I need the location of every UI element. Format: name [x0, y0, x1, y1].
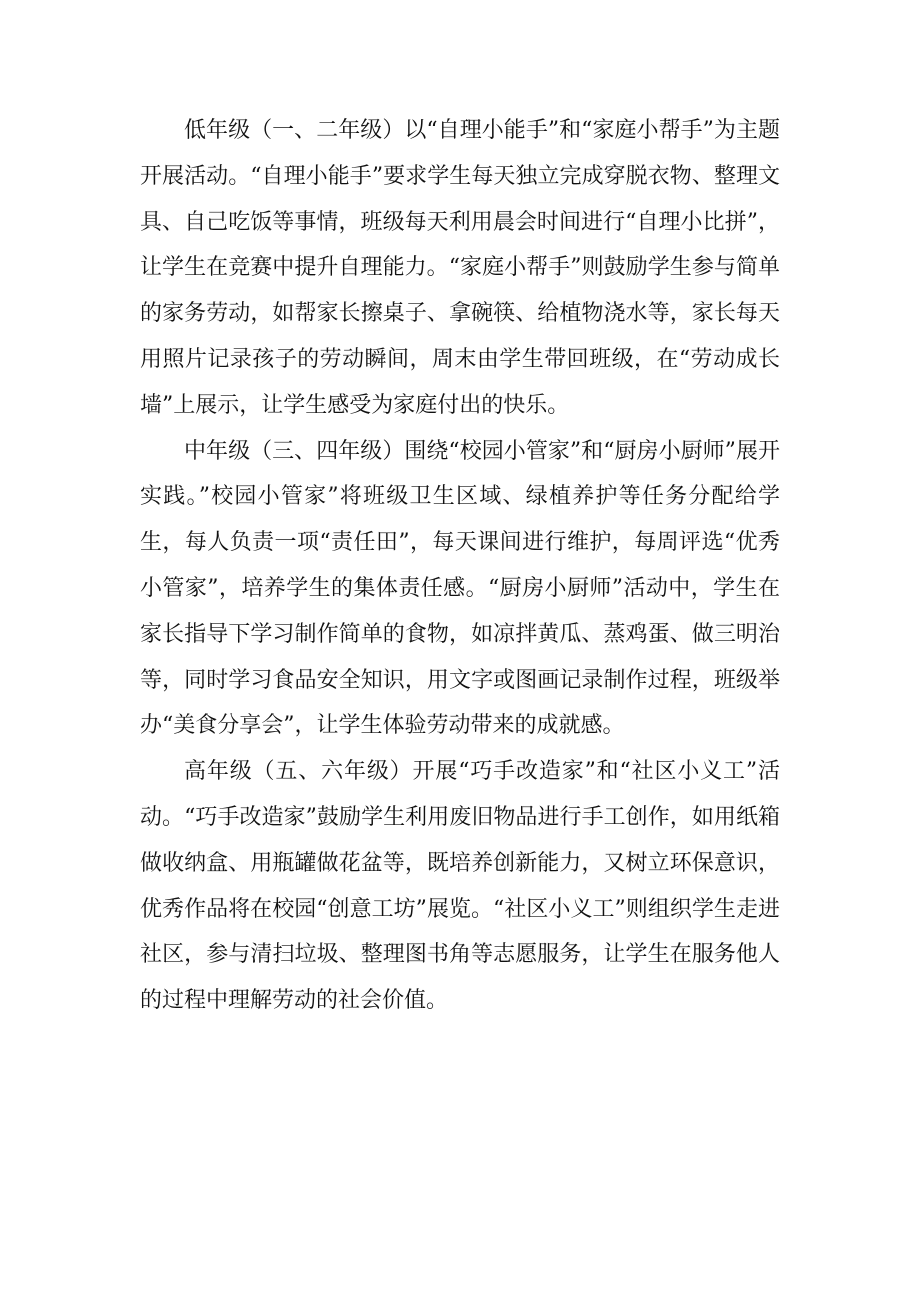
document-body	[140, 108, 780, 1024]
paragraph-middle-grades: 中年级（三、四年级）围绕“校园小管家”和“厨房小厨师”展开实践。”校园小管家”将班级卫生区域、绿植养护等任务分配给学生，每人负责一项“责任田”，每天课间进行维护，每周评选“优秀小管家”，培养学生的集体责任感。“厨房小厨师”活动中，学生在家长指导下学习制作简单的食物，如凉拌黄瓜、蒸鸡蛋、做三明治等，同时学习食品安全知识，用文字或图画记录制作过程，班级举办“美食分享会”，让学生体验劳动带来的成就感。	[140, 438, 780, 739]
paragraph-lower-grades: 低年级（一、二年级）以“自理小能手”和“家庭小帮手”为主题开展活动。“自理小能手”要求学生每天独立完成穿脱衣物、整理文具、自己吃饭等事情，班级每天利用晨会时间进行“自理小比拼”，让学生在竞赛中提升自理能力。“家庭小帮手”则鼓励学生参与简单的家务劳动，如帮家长擦桌子、拿碗筷、给植物浇水等，家长每天用照片记录孩子的劳动瞬间，周末由学生带回班级，在“劳动成长墙”上展示，让学生感受为家庭付出的快乐。	[140, 118, 780, 418]
paragraph-upper-grades: 高年级（五、六年级）开展“巧手改造家”和“社区小义工”活动。“巧手改造家”鼓励学生利用废旧物品进行手工创作，如用纸箱做收纳盒、用瓶罐做花盆等，既培养创新能力，又树立环保意识，优秀作品将在校园“创意工坊”展览。“社区小义工”则组织学生走进社区，参与清扫垃圾、整理图书角等志愿服务，让学生在服务他人的过程中理解劳动的社会价值。	[140, 759, 780, 1014]
